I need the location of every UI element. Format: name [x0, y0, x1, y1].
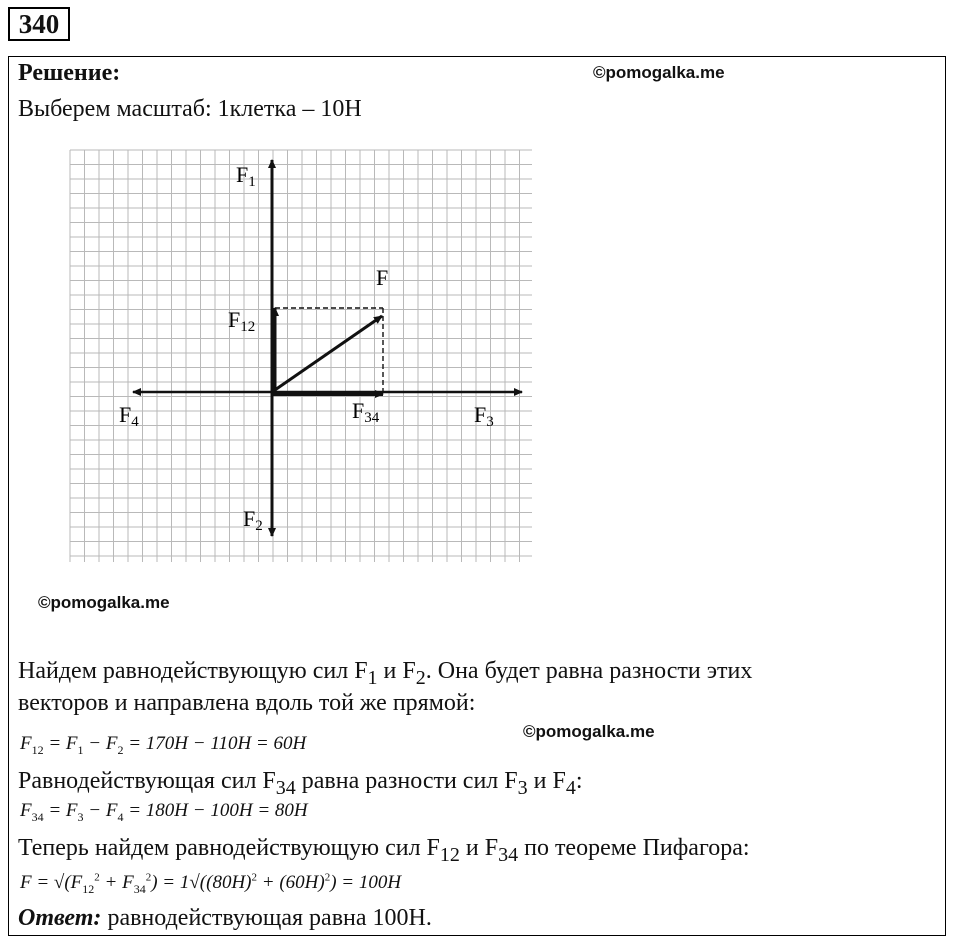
paragraph-2: Равнодействующая сил $F_{34}$ равна разности сил $F_3$ и $F_4$: [18, 768, 583, 799]
paragraph-1-line-1: Найдем равнодействующую сил $F_1$ и $F_2$. Она будет равна разности этих [18, 658, 753, 689]
label-f2: F2 [243, 506, 263, 534]
answer-line: Ответ: равнодействующая равна 100Н. [18, 905, 432, 931]
formula-resultant: $F = √(F_{12}^2 + F_{34}^2) = 1√((80H)^2 + (60H)^2) = 100H$ [20, 871, 402, 896]
scale-line: Выберем масштаб: 1клетка – 10Н [18, 96, 362, 122]
grid [70, 150, 532, 562]
answer-label: Ответ: [18, 905, 102, 931]
label-f4: F4 [119, 402, 139, 430]
label-f3: F3 [474, 402, 494, 430]
label-f34: F34 [352, 398, 380, 426]
watermark-middle: ©pomogalka.me [38, 593, 170, 612]
label-f: F [376, 265, 389, 290]
solution-heading: Решение: [18, 60, 121, 86]
watermark-bottom: ©pomogalka.me [523, 722, 655, 741]
vector-f-resultant [272, 316, 382, 392]
formula-f12: $F_{12} = F_1 - F_2 = 170H - 110H = 60H$ [20, 733, 307, 757]
problem-number: 340 [8, 7, 70, 41]
watermark-top: ©pomogalka.me [593, 63, 725, 82]
formula-f34: $F_{34} = F_3 - F_4 = 180H - 100H = 80H$ [20, 800, 308, 824]
paragraph-1-line-2: векторов и направлена вдоль той же прямой: [18, 690, 476, 716]
label-f12: F12 [228, 307, 256, 335]
paragraph-3: Теперь найдем равнодействующую сил $F_{12}$ и $F_{34}$ по теореме Пифагора: [18, 835, 750, 866]
label-f1: F1 [236, 162, 256, 190]
